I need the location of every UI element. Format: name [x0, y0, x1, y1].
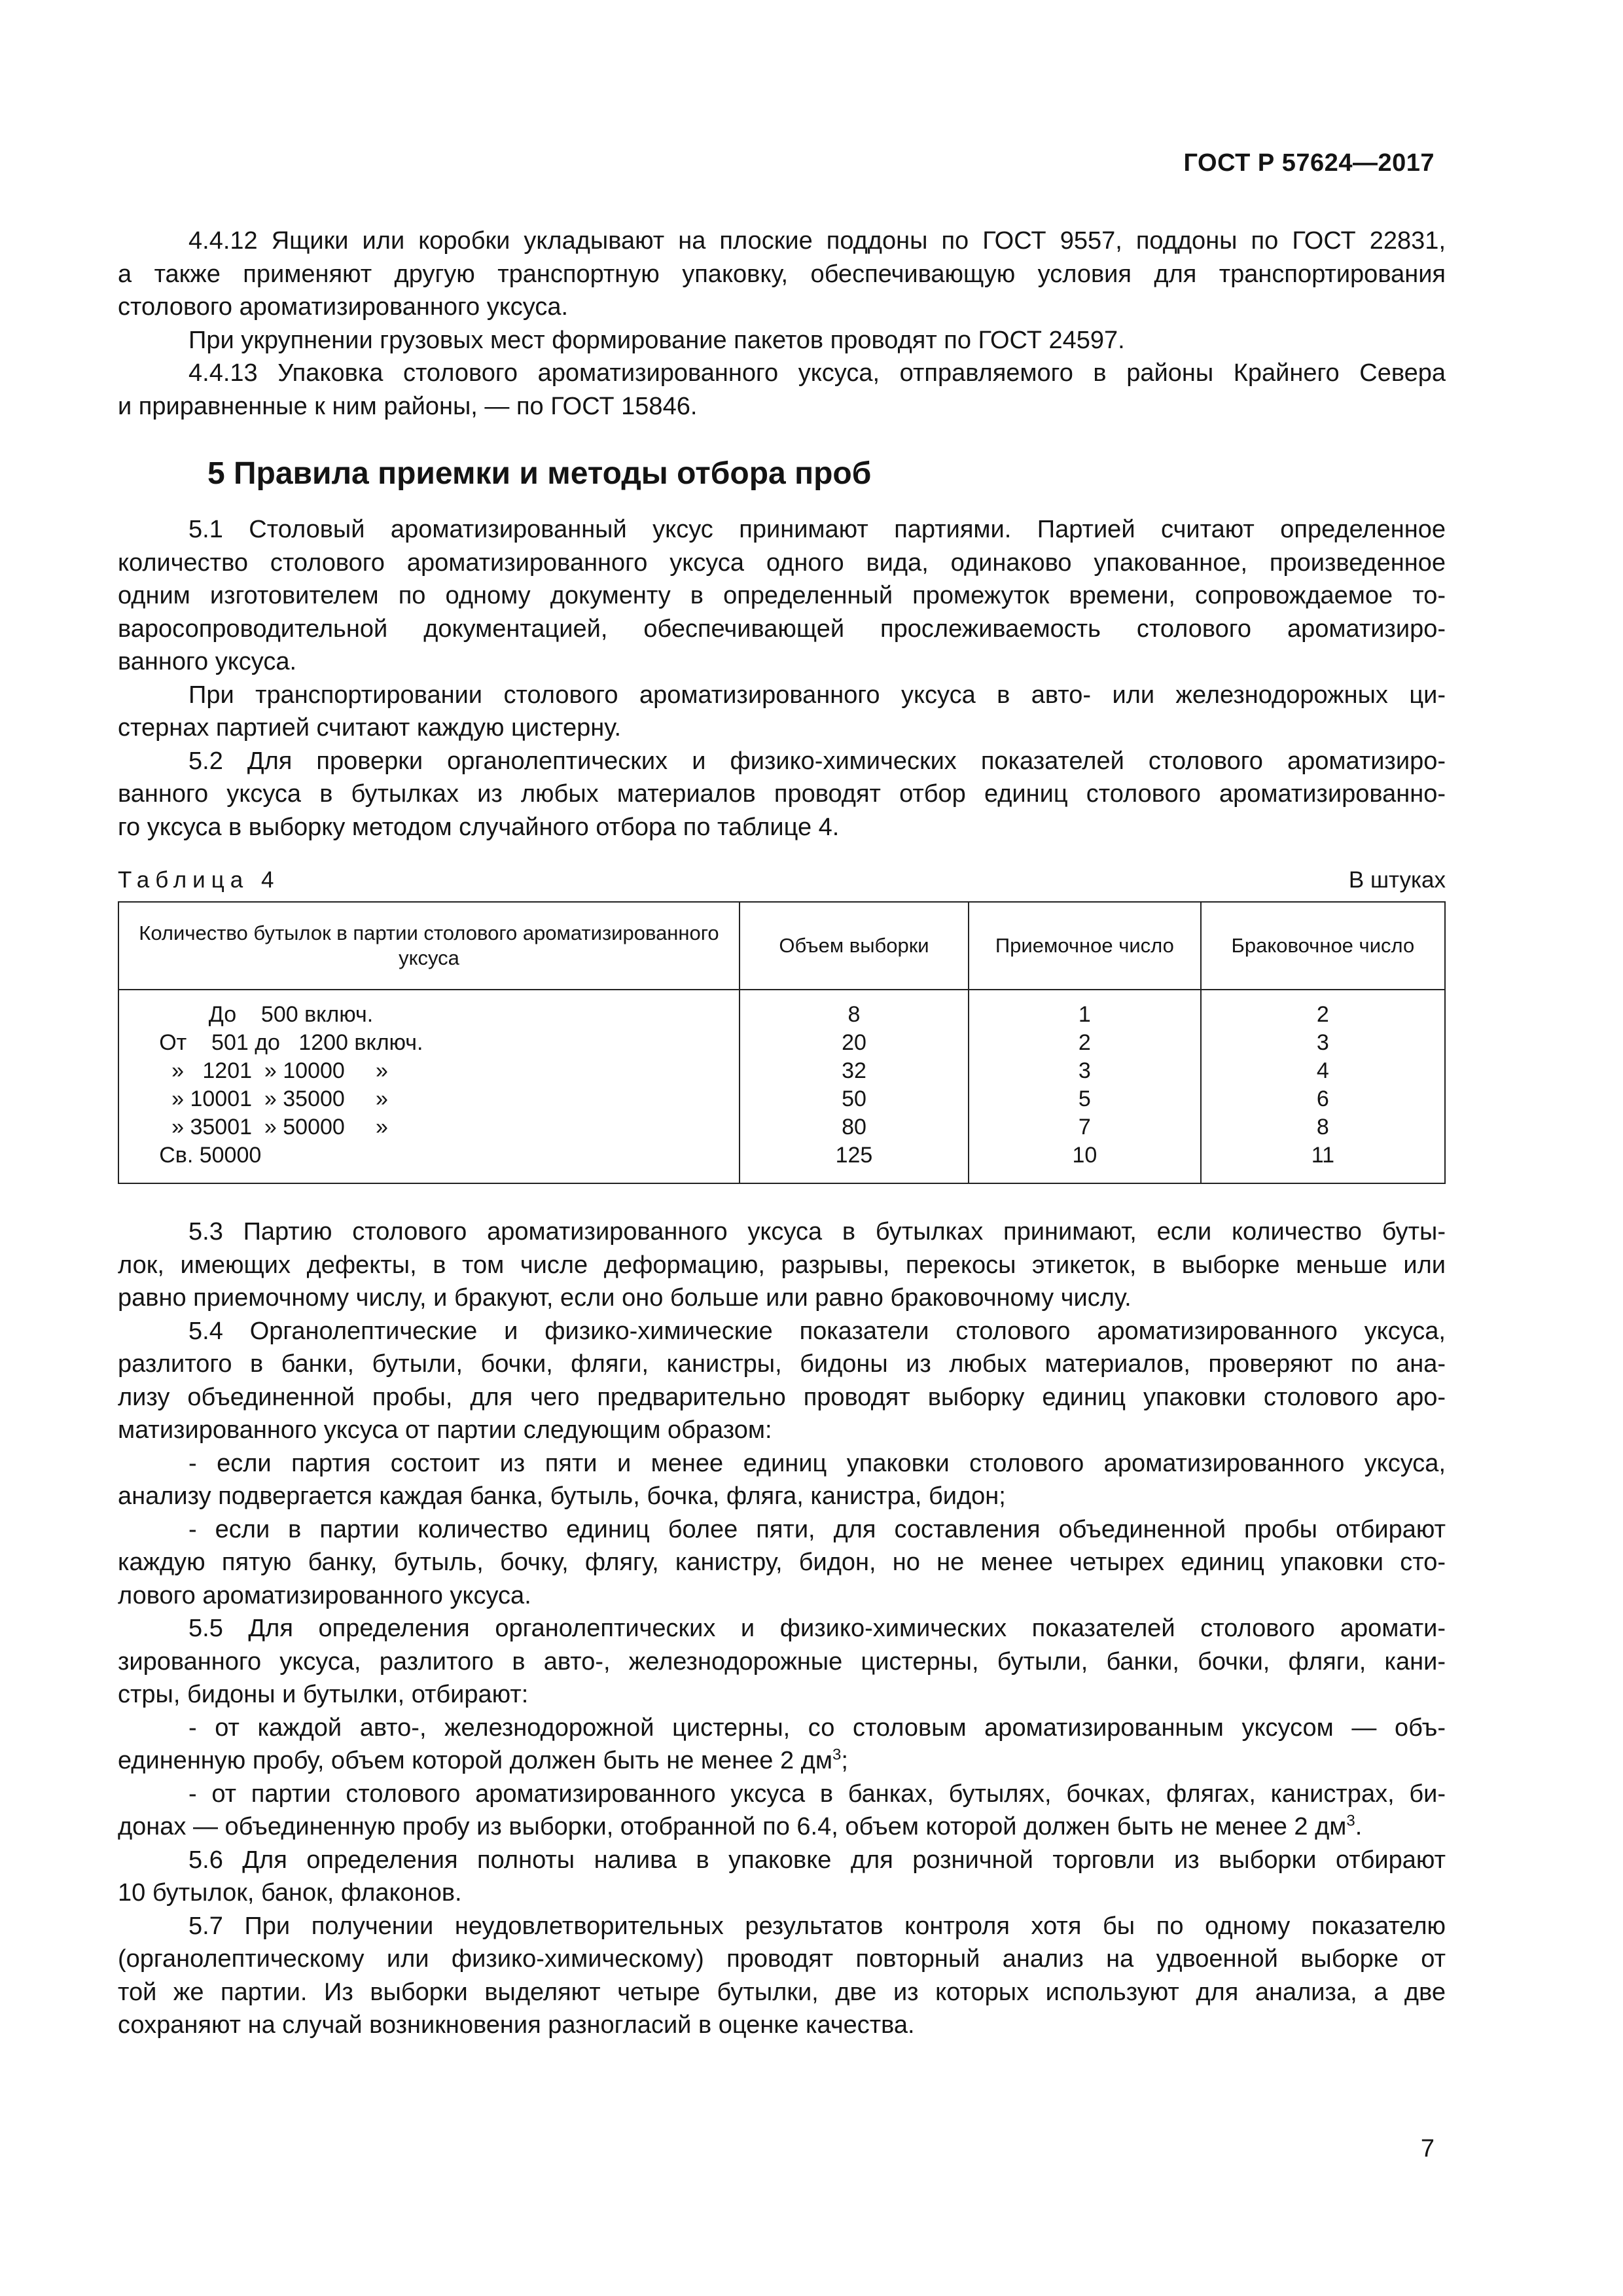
- paragraph: [118, 1215, 1446, 1315]
- text-line: одним изготовителем по одному документу в определенный промежуток времени, сопровождаемое то-: [118, 582, 1446, 609]
- text-line: [118, 1744, 1446, 1778]
- page-number: 7: [1420, 2135, 1435, 2162]
- rejection-value: 6: [1316, 1086, 1329, 1111]
- text-line: лового ароматизированного уксуса.: [118, 1581, 531, 1609]
- rejection-number-cell: [1201, 990, 1445, 1183]
- text-line: сохраняют на случай возникновения разногласий в оценке качества.: [118, 2011, 915, 2039]
- text-line: 5.6 Для определения полноты налива в упаковке для розничной торговли из выборки отбирают: [188, 1846, 1446, 1874]
- text-line: - если в партии количество единиц более пяти, для составления объединенной пробы отбирают: [188, 1515, 1446, 1543]
- paragraph: [118, 513, 1446, 679]
- paragraphs-middle: [118, 513, 1446, 844]
- sample-size-value: 125: [835, 1143, 873, 1168]
- text-line: 5.1 Столовый ароматизированный уксус принимают партиями. Партией считают определенное: [188, 516, 1446, 543]
- text-fragment: .: [1355, 1813, 1363, 1840]
- text-line: - от партии столового ароматизированного уксуса в банках, бутылях, бочках, флягах, канистрах, би-: [188, 1780, 1446, 1808]
- document-id: ГОСТ Р 57624—2017: [1183, 149, 1435, 177]
- superscript: 3: [1346, 1812, 1355, 1830]
- text-line: При укрупнении грузовых мест формирование пакетов проводят по ГОСТ 24597.: [188, 326, 1125, 354]
- paragraph: [118, 224, 1446, 324]
- acceptance-value: 1: [1078, 1002, 1091, 1027]
- sample-size-value: 8: [847, 1002, 861, 1027]
- quantity-range: » 10001 » 35000 »: [128, 1086, 388, 1111]
- text-line: 4.4.13 Упаковка столового ароматизированного уксуса, отправляемого в районы Крайнего Севера: [188, 359, 1446, 387]
- header-sample-size: Объем выборки: [740, 902, 969, 990]
- sample-size-cell: [740, 990, 969, 1183]
- text-line: - если партия состоит из пяти и менее единиц упаковки столового ароматизированного уксуса,: [188, 1449, 1446, 1477]
- table-header-row: [118, 902, 1445, 990]
- text-line: стернах партией считают каждую цистерну.: [118, 714, 622, 742]
- text-line: лизу объединенной пробы, для чего предварительно проводят выборку единиц упаковки столового аро-: [118, 1383, 1446, 1411]
- paragraph: [118, 1844, 1446, 1910]
- text-line: 5.3 Партию столового ароматизированного уксуса в бутылках принимают, если количество буты-: [188, 1218, 1446, 1246]
- rejection-value: 8: [1316, 1115, 1329, 1139]
- paragraph: [118, 324, 1446, 357]
- table-caption: Таблица 4: [118, 867, 280, 893]
- sample-size-value: 80: [842, 1115, 866, 1139]
- paragraph: [118, 1315, 1446, 1447]
- rejection-value: 11: [1311, 1143, 1334, 1168]
- text-line: зированного уксуса, разлитого в авто-, железнодорожные цистерны, бутыли, банки, бочки, фляги, кани-: [118, 1647, 1446, 1676]
- text-line: равно приемочному числу, и бракуют, если оно больше или равно браковочному числу.: [118, 1284, 1132, 1312]
- text-line: При транспортировании столового ароматизированного уксуса в авто- или железнодорожных ци-: [188, 681, 1446, 709]
- text-line: столового ароматизированного уксуса.: [118, 293, 569, 321]
- acceptance-value: 7: [1078, 1115, 1091, 1139]
- paragraph: [118, 1447, 1446, 1513]
- text-line: той же партии. Из выборки выделяют четыре бутылки, две из которых используют для анализа, а две: [118, 1978, 1446, 2006]
- paragraphs-end: [118, 1844, 1446, 2042]
- quantity-range: » 1201 » 10000 »: [128, 1058, 388, 1083]
- paragraph: [118, 357, 1446, 423]
- text-line: анализу подвергается каждая банка, бутыль, бочка, фляга, канистра, бидон;: [118, 1482, 1006, 1510]
- rejection-value: 3: [1316, 1030, 1329, 1055]
- sampling-table: [118, 901, 1446, 1184]
- rejection-value: 4: [1316, 1058, 1329, 1083]
- acceptance-value: 10: [1072, 1143, 1097, 1168]
- table-units: В штуках: [1348, 867, 1446, 893]
- table-caption-row: [118, 867, 1446, 899]
- header-rejection-number: Браковочное число: [1201, 902, 1445, 990]
- sample-size-value: 32: [842, 1058, 866, 1083]
- text-line: (органолептическому или физико-химическому) проводят повторный анализ на удвоенной выборке от: [118, 1945, 1446, 1973]
- text-line: ванного уксуса.: [118, 648, 297, 675]
- text-line: - от каждой авто-, железнодорожной цистерны, со столовым ароматизированным уксусом — объ-: [188, 1713, 1446, 1742]
- section-heading: 5 Правила приемки и методы отбора проб: [207, 456, 872, 491]
- rejection-value: 2: [1316, 1002, 1329, 1027]
- header-quantity: Количество бутылок в партии столового ароматизированного уксуса: [118, 902, 740, 990]
- sample-size-value: 50: [842, 1086, 866, 1111]
- text-line: 4.4.12 Ящики или коробки укладывают на плоские поддоны по ГОСТ 9557, поддоны по ГОСТ 22831,: [188, 227, 1446, 255]
- text-line: 5.2 Для проверки органолептических и физико-химических показателей столового ароматизиро-: [188, 747, 1446, 775]
- text-line: количество столового ароматизированного уксуса одного вида, одинаково упакованное, произведенное: [118, 548, 1446, 577]
- quantity-range: До 500 включ.: [128, 1002, 374, 1027]
- acceptance-value: 5: [1078, 1086, 1091, 1111]
- text-line: го уксуса в выборку методом случайного отбора по таблице 4.: [118, 813, 840, 841]
- paragraph: [118, 1513, 1446, 1613]
- superscript: 3: [832, 1746, 842, 1764]
- paragraphs-top: [118, 224, 1446, 423]
- document-body: [118, 224, 1446, 2042]
- text-line: 5.7 При получении неудовлетворительных результатов контроля хотя бы по одному показателю: [188, 1912, 1446, 1940]
- text-line: стры, бидоны и бутылки, отбирают:: [118, 1681, 529, 1708]
- text-line: и приравненные к ним районы, — по ГОСТ 15846.: [118, 392, 698, 420]
- text-line: ванного уксуса в бутылках из любых материалов проводят отбор единиц столового ароматизированно-: [118, 780, 1446, 808]
- text-line: 5.4 Органолептические и физико-химические показатели столового ароматизированного уксуса,: [188, 1317, 1446, 1345]
- text-line: разлитого в банки, бутыли, бочки, фляги, канистры, бидоны из любых материалов, проверяют по ана-: [118, 1350, 1446, 1378]
- table-body-row: [118, 990, 1445, 1183]
- text-line: а также применяют другую транспортную упаковку, обеспечивающую условия для транспортирования: [118, 260, 1446, 288]
- sample-size-value: 20: [842, 1030, 866, 1055]
- quantity-range: От 501 до 1200 включ.: [128, 1030, 423, 1055]
- acceptance-value: 3: [1078, 1058, 1091, 1083]
- quantity-cell: [118, 990, 740, 1183]
- text-fragment: единенную пробу, объем которой должен быть не менее 2 дм: [118, 1747, 832, 1774]
- paragraph: [118, 1612, 1446, 1712]
- quantity-range: » 35001 » 50000 »: [128, 1115, 388, 1139]
- text-line: варосопроводительной документацией, обеспечивающей прослеживаемость столового ароматизиро-: [118, 615, 1446, 643]
- paragraphs-bottom: [118, 1215, 1446, 1712]
- text-line: 5.5 Для определения органолептических и физико-химических показателей столового аромати-: [188, 1615, 1446, 1642]
- text-line: [118, 1810, 1446, 1844]
- paragraph: [118, 1910, 1446, 2042]
- text-line: каждую пятую банку, бутыль, бочку, флягу, канистру, бидон, но не менее четырех единиц упаковки сто-: [118, 1549, 1446, 1576]
- acceptance-number-cell: [969, 990, 1201, 1183]
- paragraph-5-5-a: [118, 1712, 1446, 1778]
- paragraph: [118, 745, 1446, 844]
- paragraph-5-5-b: [118, 1778, 1446, 1844]
- text-fragment: ;: [841, 1747, 848, 1774]
- paragraph: [118, 679, 1446, 745]
- acceptance-value: 2: [1078, 1030, 1091, 1055]
- text-line: лок, имеющих дефекты, в том числе деформацию, разрывы, перекосы этикеток, в выборке меньше или: [118, 1251, 1446, 1279]
- text-fragment: донах — объединенную пробу из выборки, отобранной по 6.4, объем которой должен быть не менее 2 дм: [118, 1813, 1347, 1840]
- header-acceptance-number: Приемочное число: [969, 902, 1201, 990]
- quantity-range: Св. 50000: [128, 1143, 262, 1168]
- text-line: 10 бутылок, банок, флаконов.: [118, 1879, 462, 1907]
- text-line: матизированного уксуса от партии следующим образом:: [118, 1416, 772, 1444]
